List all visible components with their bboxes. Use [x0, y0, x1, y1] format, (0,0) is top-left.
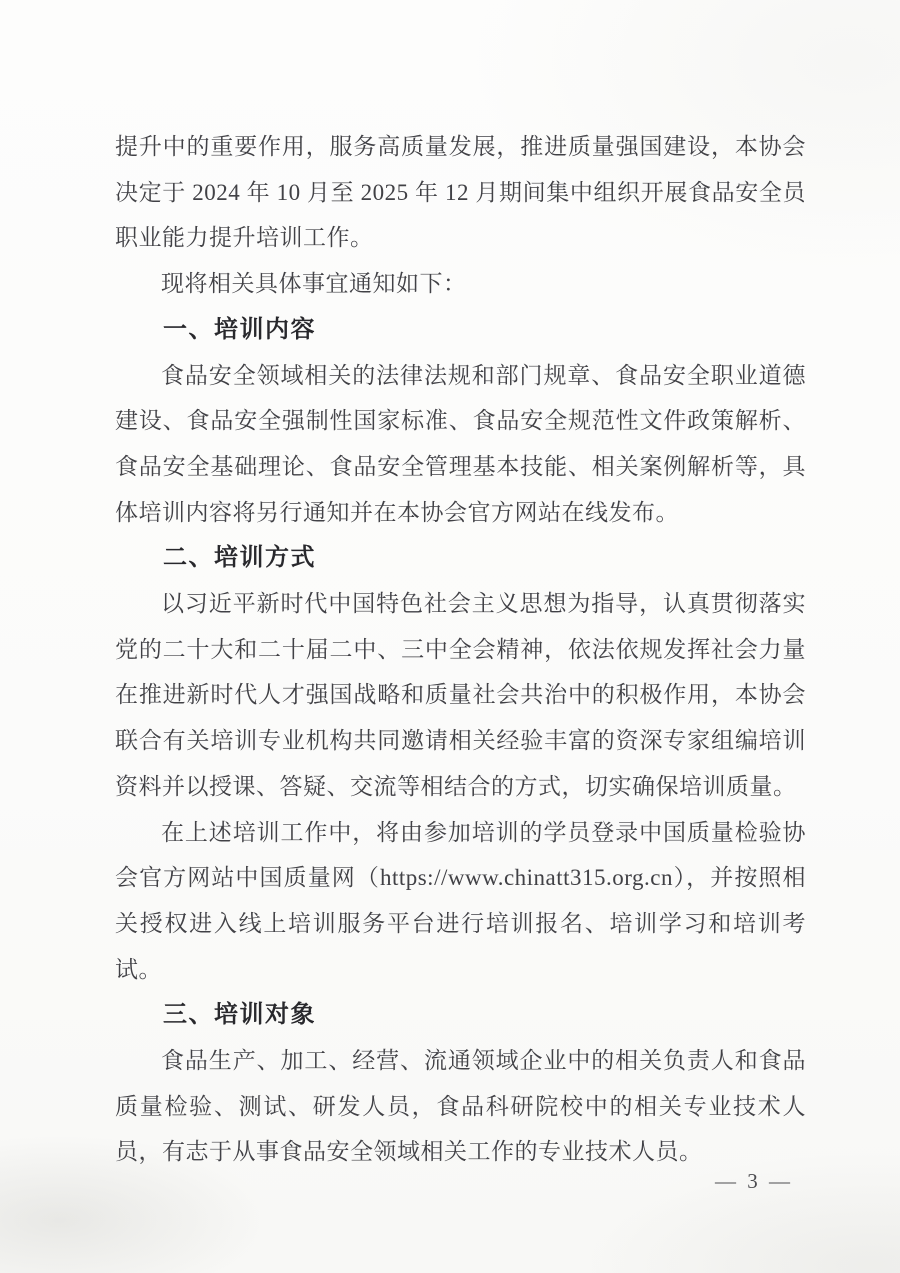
section-heading-training-method: 二、培训方式	[163, 544, 316, 572]
body-paragraph-training-platform-url: 在上述培训工作中，将由参加培训的学员登录中国质量检验协会官方网站中国质量网（https://www.chinatt315.org.cn），并按照相关授权进入线上培训服务平台进行培训报名、培训学习和培训考试。	[115, 819, 806, 982]
document-body	[115, 124, 806, 1175]
section-heading-training-audience: 三、培训对象	[163, 1001, 316, 1029]
body-paragraph-training-audience: 食品生产、加工、经营、流通领域企业中的相关负责人和食品质量检验、测试、研发人员，食品科研院校中的相关专业技术人员，有志于从事食品安全领域相关工作的专业技术人员。	[115, 1048, 806, 1165]
body-paragraph-training-method: 以习近平新时代中国特色社会主义思想为指导，认真贯彻落实党的二十大和二十届二中、三中全会精神，依法依规发挥社会力量在推进新时代人才强国战略和质量社会共治中的积极作用，本协会联合有关培训专业机构共同邀请相关经验丰富的资深专家组编培训资料并以授课、答疑、交流等相结合的方式，切实确保培训质量。	[115, 591, 806, 799]
page-number: — 3 —	[715, 1169, 793, 1193]
section-heading-training-content: 一、培训内容	[163, 315, 316, 343]
body-paragraph-training-content: 食品安全领域相关的法律法规和部门规章、食品安全职业道德建设、食品安全强制性国家标准、食品安全规范性文件政策解析、食品安全基础理论、食品安全管理基本技能、相关案例解析等，具体培训内容将另行通知并在本协会官方网站在线发布。	[115, 362, 806, 525]
body-paragraph-notice-lead-in: 现将相关具体事宜通知如下：	[161, 271, 467, 297]
body-paragraph-intro-continuation: 提升中的重要作用，服务高质量发展，推进质量强国建设，本协会决定于 2024 年 10 月至 2025 年 12 月期间集中组织开展食品安全员职业能力提升培训工作。	[115, 134, 806, 251]
